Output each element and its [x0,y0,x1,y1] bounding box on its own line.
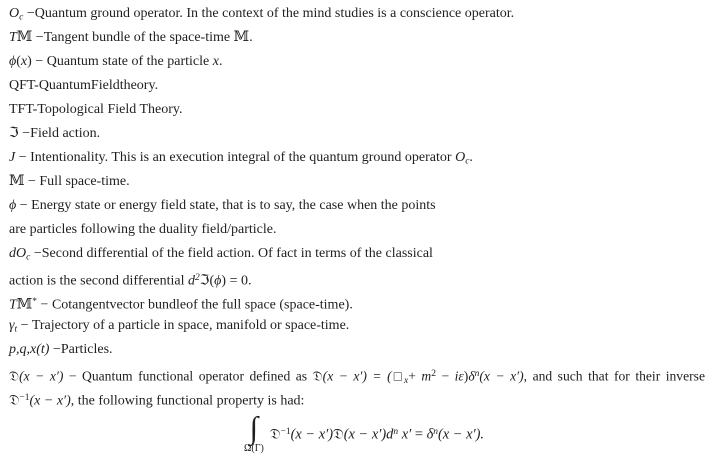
text-segment: 𝔇 [9,393,20,409]
text-segment: n [433,427,439,438]
text-segment: x [20,54,28,69]
text-segment: ( [209,273,215,289]
text-segment: n [474,369,480,379]
text-segment: x [404,376,409,386]
text-segment: O [455,150,466,165]
text-line [9,50,705,74]
text-segment: 2 [194,273,200,283]
text-line [9,170,705,194]
text-segment: . [469,150,473,165]
text-line [9,146,705,170]
text-segment: (x − x′) [479,368,524,384]
text-segment: − Quantum functional operator defined as [63,368,313,384]
text-segment: −1 [19,393,30,403]
text-segment: , and such that for their inverse [523,368,705,384]
text-line [9,194,705,218]
text-segment: * [32,297,38,307]
integral-glyph: ∫ [249,409,259,445]
text-segment: − Energy state or energy field state, that is to say, the case when the points [16,198,436,213]
text-segment: (x − x′) = ( [322,368,392,384]
text-segment: 𝕄 [16,30,33,45]
text-segment: d [187,273,195,289]
text-segment: 𝔇 [333,426,344,443]
text-segment: = [411,426,427,443]
text-segment: −Tangent bundle of the space-time [32,30,234,45]
integral-domain-label: Ω(Γ) [243,442,264,454]
text-segment: − [436,368,455,384]
text-segment: 𝕄 [9,174,25,189]
text-segment: dO [9,246,27,261]
text-segment: c [26,252,31,263]
text-line [9,242,705,266]
text-segment: m [421,368,432,384]
text-segment: ) [463,368,469,384]
text-segment: −Quantum ground operator. In the context of the mind studies is a conscience operator. [23,6,515,21]
text-segment: (x − x′). [438,426,485,443]
text-segment: 𝔇 [269,426,281,443]
text-segment: ϕ [9,54,17,69]
text-line [9,266,705,290]
text-segment: − Full space-time. [24,174,130,189]
text-segment: O [9,6,20,21]
text-segment: (x − x′) [290,426,334,443]
text-segment: are particles following the duality field/particle. [9,222,277,237]
text-segment: p,q,x(t) [9,342,50,357]
text-segment: T [9,297,17,313]
text-segment: ) = 0. [221,273,252,289]
text-segment: c [19,12,24,23]
text-segment: TFT-Topological Field Theory. [9,102,183,117]
text-segment: J [9,150,16,165]
text-segment: ( [16,54,21,69]
text-segment: action is the second differential [9,273,188,289]
text-segment: ℑ [9,126,19,141]
text-line [9,98,705,122]
text-segment: □ [391,368,405,384]
text-segment: + [408,368,422,384]
text-segment: ϕ [9,198,17,213]
text-segment: , the following functional property is had: [70,393,305,409]
text-line [9,26,705,50]
integral-symbol [243,409,264,454]
text-segment: δ [426,426,434,443]
text-line [9,338,705,362]
text-segment: c [465,156,470,167]
text-segment: −Particles. [49,342,113,357]
text-segment: (x − x′) [19,368,64,384]
text-segment: − Intentionality. This is an execution integral of the quantum ground operator [15,150,456,165]
text-segment: −Field action. [18,126,101,141]
text-segment: −1 [280,427,291,438]
text-segment: T [9,30,17,45]
text-line [9,386,705,410]
text-segment: d [386,426,394,443]
text-segment: iε [454,368,464,384]
text-segment: 𝕄 [16,297,33,313]
text-segment: (x − x′) [29,393,71,409]
text-line [9,290,705,314]
text-segment: x [212,54,219,69]
text-line [9,362,705,386]
text-segment: δ [468,368,475,384]
text-segment: − Quantum state of the particle [31,54,213,69]
text-segment: . [249,30,253,45]
equation-body [270,424,484,443]
text-segment: . [218,54,223,69]
text-segment: 𝕄 [233,30,250,45]
text-line [9,122,705,146]
text-segment: 𝔇 [312,368,323,384]
text-line [9,314,705,338]
text-segment: QFT-QuantumFieldtheory. [9,78,159,93]
display-equation [0,410,714,457]
text-segment: ϕ [214,273,222,289]
text-segment: ℑ [199,273,210,289]
text-line [9,2,705,26]
text-segment: γ [9,318,15,333]
text-segment: (x − x′) [343,426,387,443]
text-segment: − Trajectory of a particle in space, manifold or space-time. [17,318,350,333]
text-segment: −Second differential of the field action. Of fact in terms of the classical [30,246,433,261]
text-segment: 𝔇 [9,368,20,384]
text-segment: 2 [431,369,436,379]
text-line [9,218,705,242]
text-segment: ) [27,54,32,69]
text-segment: x′ [398,426,412,443]
text-segment: − Cotangentvector bundleof the full space (space-time). [37,297,353,313]
text-segment: t [14,324,18,335]
text-segment: n [393,427,399,438]
text-line [9,74,705,98]
